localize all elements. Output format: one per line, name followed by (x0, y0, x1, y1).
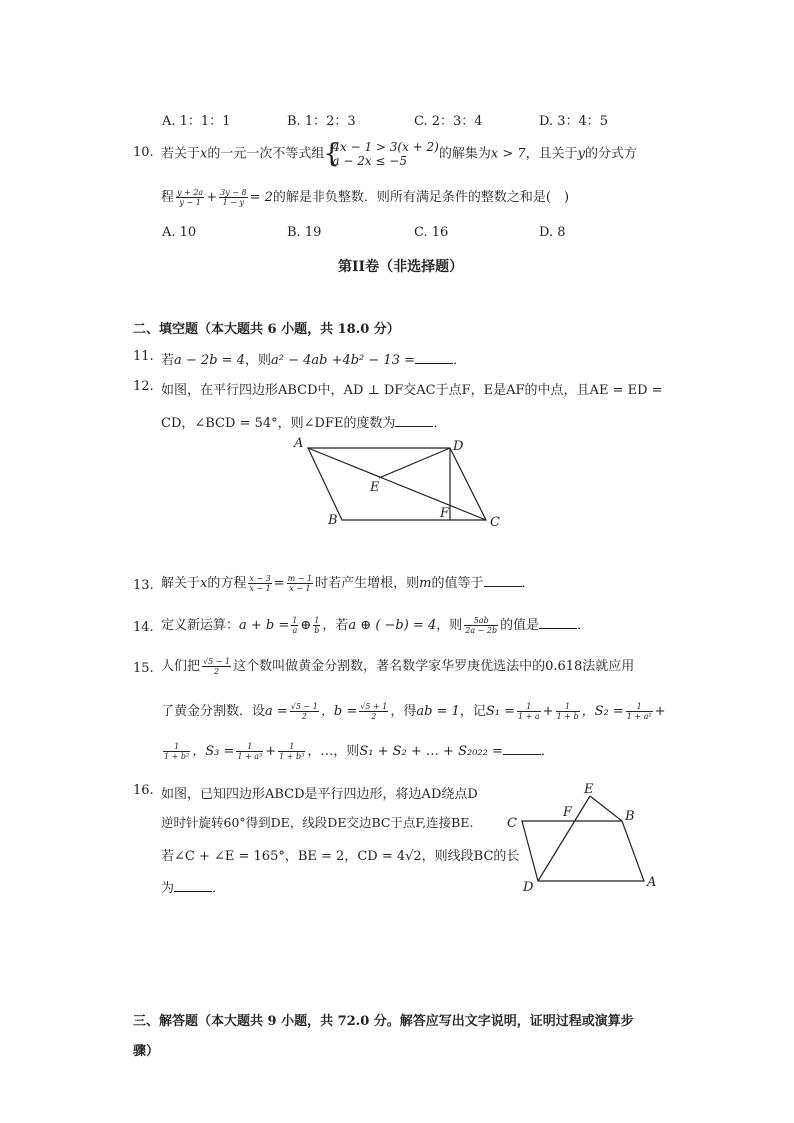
q15-s1: S₁ = (485, 704, 516, 719)
q14-body (161, 614, 590, 635)
q15-line3 (161, 740, 554, 761)
q9-option-b: B. 1：2：3 (287, 114, 356, 129)
q12-parallelogram-figure (288, 434, 508, 534)
point-e-label: E (370, 480, 380, 495)
q13-text: 的值等于 (431, 576, 484, 591)
fraction-denominator: 1 + b (556, 712, 579, 721)
q15-s3: ，S₃ = (192, 744, 235, 759)
q11-expression: a² − 4ab +4b² − 13 = (270, 353, 415, 368)
part3-header-line2: 骤） (133, 1044, 160, 1059)
q16-parallelogram-figure (502, 776, 667, 896)
q10-inequality-2: a − 2x ≤ −5 (332, 154, 407, 168)
plus-sign: + (206, 190, 218, 205)
q14-fraction-3 (464, 616, 498, 635)
fraction-numerator: 1 (565, 702, 571, 711)
q11-text: ，则 (244, 353, 271, 368)
q10-fraction-1 (176, 188, 204, 207)
q10-text: 的一元一次不等式组 (207, 146, 325, 162)
point-d-label: D (523, 880, 534, 895)
q14-condition: a ⊕ ( −b) = 4 (348, 618, 437, 633)
fraction-numerator: √5 − 1 (290, 702, 318, 711)
fraction-numerator: m − 1 (287, 574, 313, 583)
q10-text: 若关于 (161, 146, 201, 162)
q15-text: 人们把 (161, 659, 201, 674)
q10-text: 的解集为 (438, 146, 491, 162)
q14-text: ，若 (322, 618, 349, 633)
q15-end: ． (540, 744, 554, 759)
answer-blank[interactable] (415, 352, 453, 364)
q14-text: 的值是 (500, 618, 540, 633)
q15-fraction-b (359, 702, 388, 721)
q15-text: ，得 (390, 704, 417, 719)
q10-text: 的分式方 (585, 146, 638, 162)
q15-line1 (161, 655, 634, 676)
q13-var-m: m (419, 576, 432, 591)
fraction-denominator: 2 (359, 711, 388, 721)
q10-condition: x > 7 (490, 146, 526, 162)
q15-number: 15. (133, 661, 154, 676)
fraction-numerator: 1 (292, 616, 298, 625)
answer-blank[interactable] (539, 617, 577, 629)
fraction-numerator: 1 (289, 742, 295, 751)
q16-line4 (161, 877, 225, 896)
fraction-numerator: √5 − 1 (203, 657, 231, 666)
q14-text: 定义新运算： (161, 618, 240, 633)
fraction-denominator: b (314, 626, 320, 635)
q12-text: CD，∠BCD = 54°，则∠DFE的度数为 (161, 416, 396, 431)
q15-var-a: a = (265, 704, 288, 719)
q16-line3: 若∠C + ∠E = 165°，BE = 2，CD = 4√2，则线段BC的长 (161, 849, 520, 864)
point-c-label: C (490, 515, 500, 530)
q10-text: ，且关于 (525, 146, 578, 162)
circled-plus-operator: ⊕ (300, 618, 312, 633)
q15-text: 这个数叫做黄金分割数，著名数学家华罗庚优选法中的0.618法就应用 (233, 659, 635, 674)
q10-line2 (161, 186, 569, 207)
q11-end: ． (452, 353, 466, 368)
q10-text: 的解是非负整数．则所有满足条件的整数之和是( ) (272, 190, 570, 205)
q16-line1: 如图，已知四边形ABCD是平行四边形，将边AD绕点D (161, 787, 478, 802)
answer-blank[interactable] (395, 415, 433, 427)
point-c-label: C (507, 816, 517, 831)
q15-s2-fraction-2 (163, 742, 190, 761)
plus-sign: + (654, 704, 666, 719)
q12-number: 12. (133, 379, 154, 394)
plus-sign: + (542, 704, 554, 719)
fraction-denominator: 1 + a³ (237, 752, 263, 761)
q13-fraction-2 (287, 574, 313, 593)
point-a-label: A (294, 436, 304, 451)
q14-end: ． (577, 618, 591, 633)
point-b-label: B (328, 513, 338, 528)
q13-text: 解关于 (161, 576, 201, 591)
answer-blank[interactable] (484, 575, 522, 587)
point-b-label: B (625, 809, 635, 824)
plus-sign: + (265, 744, 277, 759)
parallelogram-abcd (522, 821, 644, 881)
fraction-denominator: y − 1 (176, 197, 204, 207)
q10-var-x: x (200, 146, 208, 162)
segment-ed (379, 448, 450, 478)
q10-line1 (161, 140, 637, 168)
q16-end: ． (212, 881, 226, 896)
q16-line2: 逆时针旋转60°得到DE，线段DE交边BC于点F,连接BE. (161, 815, 474, 830)
answer-blank[interactable] (503, 743, 541, 755)
q14-number: 14. (133, 620, 154, 635)
q12-line2 (161, 412, 446, 431)
fraction-numerator: 1 (314, 616, 320, 625)
point-f-label: F (563, 805, 573, 820)
fraction-denominator: 2a − 2b (465, 626, 498, 635)
part2-header: 二、填空题（本大题共 6 小题，共 18.0 分） (133, 322, 400, 337)
q14-fraction-2 (313, 616, 320, 635)
q15-sum: S₁ + S₂ + … + S₂₀₂₂ = (359, 744, 503, 759)
fraction-denominator: 1 + b³ (279, 752, 305, 761)
fraction-denominator: 1 − y (219, 197, 248, 207)
q13-number: 13. (133, 578, 154, 593)
q15-s3-fraction-2 (278, 742, 305, 761)
q16-text: 为 (161, 881, 175, 896)
q10-option-a: A. 10 (162, 225, 197, 240)
equals-sign: = (273, 576, 285, 591)
diagonal-ac (308, 448, 486, 520)
q15-text: ，记 (459, 704, 486, 719)
fraction-numerator: 5ab (473, 616, 489, 625)
q9-option-a: A. 1：1：1 (162, 114, 231, 129)
fraction-denominator: x − 1 (249, 584, 271, 593)
q11-body (161, 349, 466, 368)
q10-option-c: C. 16 (414, 225, 449, 240)
q10-var-y: y (577, 146, 586, 162)
q13-text: 的方程 (207, 576, 247, 591)
q10-option-b: B. 19 (287, 225, 322, 240)
q14-fraction-1 (291, 616, 298, 635)
q10-fraction-2 (219, 188, 248, 207)
q15-var-b: ，b = (320, 704, 358, 719)
point-f-label: F (440, 506, 450, 521)
q14-expression: a + b = (239, 618, 290, 633)
q13-fraction-1 (248, 574, 271, 593)
q9-option-d: D. 3：4：5 (539, 114, 609, 129)
q13-body (161, 572, 535, 593)
q15-line2 (161, 700, 666, 721)
fraction-denominator: x − 1 (287, 583, 313, 593)
fraction-numerator: 1 (526, 702, 532, 711)
q10-equals: = 2 (249, 190, 273, 205)
fraction-denominator: 2 (290, 711, 319, 721)
point-e-label: E (584, 782, 594, 797)
section-title: 第II卷（非选择题） (338, 259, 464, 275)
q11-condition: a − 2b = 4 (174, 353, 245, 368)
fraction-denominator: 1 + a² (626, 712, 652, 721)
q11-number: 11. (133, 349, 154, 364)
fraction-denominator: 1 + b² (164, 752, 190, 761)
q10-text: 程 (161, 190, 175, 205)
q15-golden-ratio-fraction (202, 657, 231, 676)
q10-number: 10. (133, 145, 154, 160)
fraction-numerator: √5 + 1 (360, 702, 388, 711)
q13-text: 时若产生增根，则 (315, 576, 420, 591)
q14-text: ，则 (436, 618, 463, 633)
fraction-numerator: 1 (636, 702, 642, 711)
q15-text: 了黄金分割数．设 (161, 704, 266, 719)
point-d-label: D (453, 439, 464, 454)
fraction-numerator: x − 3 (249, 574, 271, 583)
q15-s1-fraction-1 (517, 702, 541, 721)
answer-blank[interactable] (174, 880, 212, 892)
q10-inequality-1: { 4x − 1 > 3(x + 2) (332, 140, 439, 154)
point-a-label: A (647, 875, 657, 890)
fraction-denominator: 1 + a (518, 712, 540, 721)
fraction-numerator: y + 2a (177, 188, 204, 197)
q15-text: ，…，则 (307, 744, 360, 759)
fraction-denominator: 2 (202, 666, 231, 676)
q15-s2: ，S₂ = (581, 704, 624, 719)
q15-fraction-a (290, 702, 319, 721)
q15-s1-fraction-2 (556, 702, 580, 721)
q10-option-d: D. 8 (539, 225, 566, 240)
fraction-numerator: 1 (247, 742, 253, 751)
q15-product: ab = 1 (416, 704, 460, 719)
q13-var-x: x (200, 576, 208, 591)
q10-inequality-system (324, 140, 439, 168)
fraction-denominator: a (292, 626, 298, 635)
q15-s3-fraction-1 (236, 742, 263, 761)
fraction-numerator: 3y − 8 (220, 188, 247, 197)
q13-end: ． (521, 576, 535, 591)
part3-header-line1: 三、解答题（本大题共 9 小题，共 72.0 分。解答应写出文字说明，证明过程或演算步 (133, 1014, 634, 1029)
q16-number: 16. (133, 783, 154, 798)
segment-be (590, 796, 622, 821)
q9-option-c: C. 2：3：4 (414, 114, 483, 129)
q11-text: 若 (161, 353, 175, 368)
q12-line1: 如图，在平行四边形ABCD中，AD ⊥ DF交AC于点F，E是AF的中点，且AE = ED = (161, 383, 663, 398)
q15-s2-fraction-1 (626, 702, 653, 721)
fraction-numerator: 1 (174, 742, 180, 751)
q12-end: ． (433, 416, 447, 431)
